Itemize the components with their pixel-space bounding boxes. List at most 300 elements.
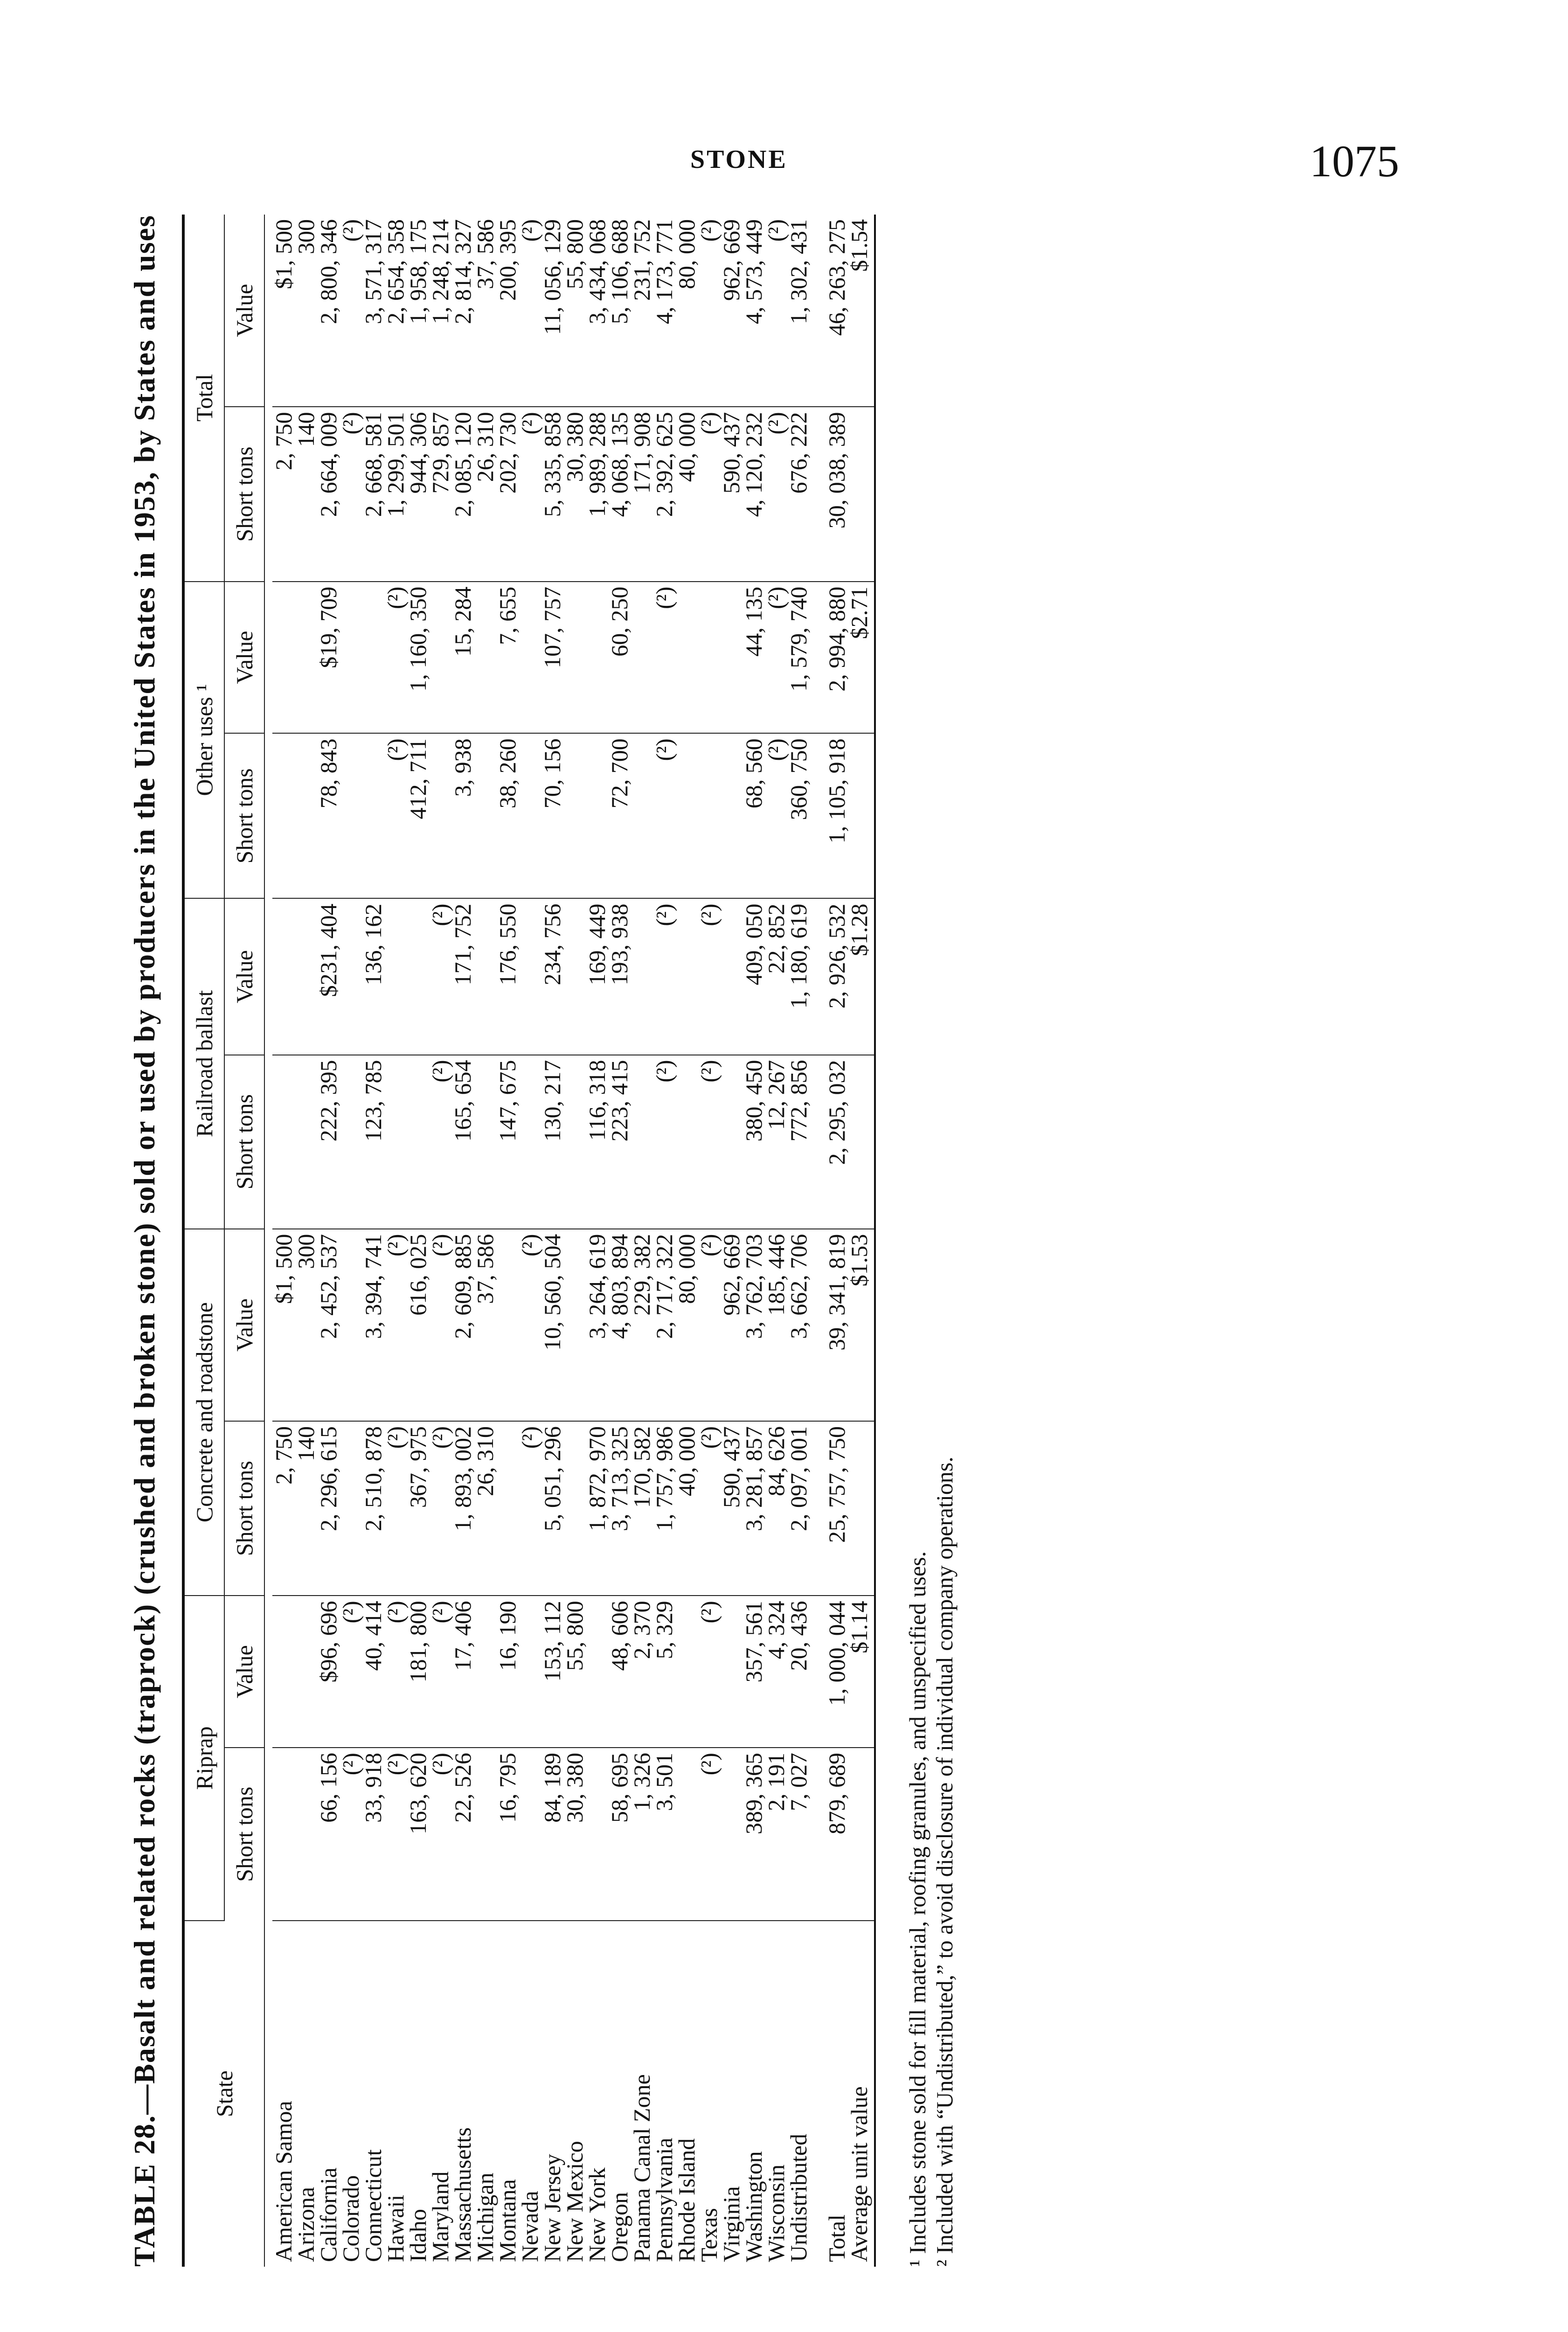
value-cell (720, 582, 742, 734)
value-cell: 20, 436 (787, 1596, 810, 1748)
value-cell: 2, 654, 358 (384, 215, 407, 407)
tons-cell: 66, 156 (317, 1748, 340, 1920)
value-cell: $231, 404 (317, 898, 340, 1055)
tons-cell (848, 1421, 875, 1596)
value-cell (362, 582, 384, 734)
tons-cell: (²) (429, 1055, 451, 1229)
table-row (631, 215, 653, 2267)
state-header: State (183, 1921, 264, 2267)
value-cell: (²) (429, 898, 451, 1055)
tons-cell (496, 1421, 519, 1596)
tons-cell: 590, 437 (720, 407, 742, 581)
value-cell (496, 1229, 519, 1421)
tons-cell: 30, 380 (563, 407, 586, 581)
tons-cell (586, 733, 608, 898)
tons-cell: 2, 510, 878 (362, 1421, 384, 1596)
value-cell: (²) (765, 215, 787, 407)
tons-cell: 30, 380 (563, 1748, 586, 1920)
tons-cell: 38, 260 (496, 733, 519, 898)
tons-cell: 84, 626 (765, 1421, 787, 1596)
footnote-2: ² Included with “Undistributed,” to avoid disclosure of individual company operations. (931, 1457, 957, 2267)
value-cell: (²) (653, 898, 675, 1055)
state-cell: Undistributed (785, 2134, 812, 2262)
value-cell: 2, 370 (631, 1596, 653, 1748)
value-cell: 234, 756 (541, 898, 563, 1055)
sub-header-value: Value (224, 1229, 264, 1421)
value-cell (272, 582, 295, 734)
value-cell (720, 898, 742, 1055)
table-row (474, 215, 496, 2267)
tons-cell: 729, 857 (429, 407, 451, 581)
value-cell: 3, 434, 068 (586, 215, 608, 407)
value-cell: 4, 573, 449 (742, 215, 765, 407)
value-cell: $1.14 (848, 1596, 875, 1748)
tons-cell: 163, 620 (407, 1748, 429, 1920)
tons-cell: 1, 893, 002 (451, 1421, 474, 1596)
value-cell (519, 898, 541, 1055)
state-cell: New Jersey (539, 2154, 565, 2262)
value-cell: 136, 162 (362, 898, 384, 1055)
state-cell: Panama Canal Zone (629, 2074, 655, 2262)
table-row (653, 215, 675, 2267)
value-cell: 2, 717, 322 (653, 1229, 675, 1421)
value-cell: 3, 394, 741 (362, 1229, 384, 1421)
tons-cell (519, 1055, 541, 1229)
value-cell: 229, 382 (631, 1229, 653, 1421)
table-row (586, 215, 608, 2267)
state-cell: Maryland (427, 2171, 453, 2262)
value-cell: 107, 757 (541, 582, 563, 734)
value-cell: 1, 160, 350 (407, 582, 429, 734)
tons-cell: (²) (653, 733, 675, 898)
tons-cell: 3, 713, 325 (608, 1421, 631, 1596)
value-cell: 153, 112 (541, 1596, 563, 1748)
value-cell: 1, 302, 431 (787, 215, 810, 407)
tons-cell (295, 733, 317, 898)
tons-cell: 123, 785 (362, 1055, 384, 1229)
value-cell (340, 582, 362, 734)
tons-cell: 389, 365 (742, 1748, 765, 1920)
tons-cell: (²) (698, 407, 720, 581)
value-cell: (²) (384, 1229, 407, 1421)
value-cell: $19, 709 (317, 582, 340, 734)
tons-cell (272, 1748, 295, 1920)
value-cell: 176, 550 (496, 898, 519, 1055)
tons-cell (295, 1748, 317, 1920)
state-cell: Hawaii (382, 2194, 409, 2262)
tons-cell: (²) (519, 407, 541, 581)
value-cell: 300 (295, 215, 317, 407)
tons-cell (563, 1055, 586, 1229)
tons-cell: 147, 675 (496, 1055, 519, 1229)
tons-cell (848, 1748, 875, 1920)
value-cell: (²) (653, 582, 675, 734)
tons-cell: 68, 560 (742, 733, 765, 898)
tons-cell (474, 733, 496, 898)
value-cell: (²) (429, 1229, 451, 1421)
value-cell: 80, 000 (675, 1229, 698, 1421)
value-cell: 2, 814, 327 (451, 215, 474, 407)
value-cell: 3, 662, 706 (787, 1229, 810, 1421)
tons-cell: 2, 097, 001 (787, 1421, 810, 1596)
state-cell: Colorado (338, 2175, 364, 2262)
value-cell (586, 1596, 608, 1748)
tons-cell: 1, 299, 501 (384, 407, 407, 581)
value-cell: 10, 560, 504 (541, 1229, 563, 1421)
tons-cell (362, 733, 384, 898)
tons-cell: 360, 750 (787, 733, 810, 898)
state-cell: Montana (494, 2179, 520, 2262)
state-cell: Average unit value (848, 1921, 875, 2267)
tons-cell: (²) (765, 407, 787, 581)
tons-cell: 202, 730 (496, 407, 519, 581)
state-cell: Washington (741, 2151, 767, 2262)
value-cell (563, 898, 586, 1055)
table-row (563, 215, 586, 2267)
tons-cell (675, 733, 698, 898)
value-cell: (²) (340, 215, 362, 407)
value-cell: 200, 395 (496, 215, 519, 407)
value-cell: (²) (384, 1596, 407, 1748)
sub-header-value: Value (224, 1596, 264, 1748)
state-cell: Total (824, 2214, 850, 2262)
sub-header-tons: Short tons (224, 1055, 264, 1229)
sub-header-value: Value (224, 898, 264, 1055)
value-cell (407, 898, 429, 1055)
table-row (720, 215, 742, 2267)
table-row (407, 215, 429, 2267)
table-row (429, 215, 451, 2267)
tons-cell (631, 1055, 653, 1229)
value-cell (720, 1596, 742, 1748)
value-cell (295, 898, 317, 1055)
tons-cell (675, 1748, 698, 1920)
value-cell (631, 898, 653, 1055)
tons-cell: (²) (765, 733, 787, 898)
tons-cell (474, 1748, 496, 1920)
value-cell: $2.71 (848, 582, 875, 734)
state-cell: Connecticut (360, 2149, 386, 2262)
tons-cell: (²) (698, 1055, 720, 1229)
state-cell: Wisconsin (763, 2164, 789, 2262)
value-cell: 1, 958, 175 (407, 215, 429, 407)
tons-cell: 2, 296, 615 (317, 1421, 340, 1596)
tons-cell: 5, 335, 858 (541, 407, 563, 581)
sub-header-tons: Short tons (224, 1421, 264, 1596)
tons-cell: (²) (340, 407, 362, 581)
value-cell: $1.28 (848, 898, 875, 1055)
tons-cell: (²) (429, 1748, 451, 1920)
tons-cell: 16, 795 (496, 1748, 519, 1920)
value-cell: (²) (765, 582, 787, 734)
value-cell: 4, 324 (765, 1596, 787, 1748)
group-header-other: Other uses ¹ (183, 582, 224, 899)
value-cell: 3, 264, 619 (586, 1229, 608, 1421)
value-cell: 181, 800 (407, 1596, 429, 1748)
value-cell: 22, 852 (765, 898, 787, 1055)
value-cell (295, 582, 317, 734)
header-row-groups (183, 215, 224, 2267)
table-row (787, 215, 810, 2267)
tons-cell: (²) (429, 1421, 451, 1596)
tons-cell: 2, 750 (272, 1421, 295, 1596)
tons-cell: 84, 189 (541, 1748, 563, 1920)
tons-cell: (²) (698, 1421, 720, 1596)
tons-cell: 40, 000 (675, 407, 698, 581)
value-cell: (²) (519, 215, 541, 407)
value-cell: (²) (384, 582, 407, 734)
value-cell (675, 582, 698, 734)
tons-cell: 2, 295, 032 (810, 1055, 848, 1229)
value-cell: (²) (340, 1596, 362, 1748)
value-cell: (²) (698, 1229, 720, 1421)
tons-cell: 170, 582 (631, 1421, 653, 1596)
value-cell: 4, 173, 771 (653, 215, 675, 407)
table-row (451, 215, 474, 2267)
tons-cell: 130, 217 (541, 1055, 563, 1229)
value-cell: 60, 250 (608, 582, 631, 734)
value-cell: 16, 190 (496, 1596, 519, 1748)
value-cell: 55, 800 (563, 215, 586, 407)
value-cell (272, 1596, 295, 1748)
tons-cell: 1, 989, 288 (586, 407, 608, 581)
value-cell: 37, 586 (474, 215, 496, 407)
value-cell: $96, 696 (317, 1596, 340, 1748)
value-cell: 39, 341, 819 (810, 1229, 848, 1421)
state-cell: Idaho (405, 2209, 431, 2262)
tons-cell (586, 1748, 608, 1920)
tons-cell: 4, 120, 232 (742, 407, 765, 581)
tons-cell: 70, 156 (541, 733, 563, 898)
tons-cell (848, 407, 875, 581)
value-cell (519, 582, 541, 734)
tons-cell (563, 733, 586, 898)
tons-cell: 2, 750 (272, 407, 295, 581)
tons-cell: 1, 105, 918 (810, 733, 848, 898)
tons-cell (384, 1055, 407, 1229)
footnote-1: ¹ Includes stone sold for fill material, roofing granules, and unspecified uses. (904, 1551, 930, 2267)
rotated-table-block (126, 215, 1339, 2267)
group-header-concrete: Concrete and roadstone (183, 1229, 224, 1596)
tons-cell: 171, 908 (631, 407, 653, 581)
tons-cell (340, 1421, 362, 1596)
value-cell: 48, 606 (608, 1596, 631, 1748)
tons-cell: 33, 918 (362, 1748, 384, 1920)
table-row (519, 215, 541, 2267)
group-header-riprap: Riprap (183, 1596, 224, 1920)
table-row (340, 215, 362, 2267)
state-cell: New York (584, 2167, 610, 2262)
tons-cell: 412, 711 (407, 733, 429, 898)
tons-cell (519, 1748, 541, 1920)
tons-cell (848, 733, 875, 898)
value-cell: 40, 414 (362, 1596, 384, 1748)
state-cell: Massachusetts (450, 2127, 476, 2262)
tons-cell: 3, 938 (451, 733, 474, 898)
value-cell: 7, 655 (496, 582, 519, 734)
value-cell: 2, 609, 885 (451, 1229, 474, 1421)
tons-cell: 223, 415 (608, 1055, 631, 1229)
tons-cell (519, 733, 541, 898)
value-cell: 3, 571, 317 (362, 215, 384, 407)
tons-cell (848, 1055, 875, 1229)
value-cell: 1, 000, 044 (810, 1596, 848, 1748)
sub-header-tons: Short tons (224, 407, 264, 581)
footnotes (904, 215, 958, 2267)
value-cell: 44, 135 (742, 582, 765, 734)
tons-cell: 40, 000 (675, 1421, 698, 1596)
value-cell (295, 1596, 317, 1748)
tons-cell: 140 (295, 1421, 317, 1596)
value-cell: 962, 669 (720, 215, 742, 407)
tons-cell (474, 1055, 496, 1229)
table-row (765, 215, 787, 2267)
table-row (848, 215, 875, 2267)
tons-cell: 590, 437 (720, 1421, 742, 1596)
value-cell: 300 (295, 1229, 317, 1421)
value-cell (698, 582, 720, 734)
table-caption (126, 215, 163, 2267)
value-cell (474, 898, 496, 1055)
data-table (182, 215, 876, 2267)
tons-cell: 2, 668, 581 (362, 407, 384, 581)
value-cell (563, 582, 586, 734)
running-title: STONE (690, 145, 788, 174)
value-cell: 11, 056, 129 (541, 215, 563, 407)
tons-cell: 2, 392, 625 (653, 407, 675, 581)
value-cell (519, 1596, 541, 1748)
state-cell: Nevada (517, 2191, 543, 2262)
tons-cell: (²) (698, 1748, 720, 1920)
tons-cell (407, 1055, 429, 1229)
tons-cell: 7, 027 (787, 1748, 810, 1920)
tons-cell (429, 733, 451, 898)
value-cell (631, 582, 653, 734)
tons-cell: 5, 051, 296 (541, 1421, 563, 1596)
value-cell: 1, 579, 740 (787, 582, 810, 734)
value-cell: 1, 180, 619 (787, 898, 810, 1055)
value-cell: 80, 000 (675, 215, 698, 407)
state-cell: Arizona (293, 2186, 319, 2262)
value-cell: 357, 561 (742, 1596, 765, 1748)
state-cell: Oregon (606, 2192, 632, 2262)
tons-cell: 58, 695 (608, 1748, 631, 1920)
value-cell: 2, 994, 880 (810, 582, 848, 734)
tons-cell: 140 (295, 407, 317, 581)
value-cell: 409, 050 (742, 898, 765, 1055)
value-cell: 231, 752 (631, 215, 653, 407)
tons-cell: 4, 068, 135 (608, 407, 631, 581)
state-cell: Texas (696, 2208, 722, 2262)
tons-cell: 12, 267 (765, 1055, 787, 1229)
group-header-railroad: Railroad ballast (183, 898, 224, 1228)
sub-header-value: Value (224, 215, 264, 407)
value-cell: (²) (429, 1596, 451, 1748)
tons-cell (698, 733, 720, 898)
table-row (496, 215, 519, 2267)
value-cell (272, 898, 295, 1055)
value-cell: $1, 500 (272, 215, 295, 407)
state-cell: American Samoa (271, 2101, 297, 2262)
running-head (690, 135, 1399, 191)
tons-cell (631, 733, 653, 898)
value-cell: 2, 800, 346 (317, 215, 340, 407)
state-cell: New Mexico (562, 2141, 588, 2262)
tons-cell: 30, 038, 389 (810, 407, 848, 581)
tons-cell: 1, 872, 970 (586, 1421, 608, 1596)
value-cell: 55, 800 (563, 1596, 586, 1748)
value-cell: (²) (698, 215, 720, 407)
tons-cell: 72, 700 (608, 733, 631, 898)
value-cell (586, 582, 608, 734)
table-caption-text: TABLE 28.—Basalt and related rocks (traprock) (crushed and broken stone) sold or used by producers in the United States in 1953, by States and uses (128, 215, 161, 2267)
tons-cell: 879, 689 (810, 1748, 848, 1920)
tons-cell (272, 733, 295, 898)
value-cell: 169, 449 (586, 898, 608, 1055)
value-cell: 3, 762, 703 (742, 1229, 765, 1421)
value-cell: $1.53 (848, 1229, 875, 1421)
tons-cell: (²) (384, 1748, 407, 1920)
table-row (362, 215, 384, 2267)
value-cell (340, 1229, 362, 1421)
value-cell: 37, 586 (474, 1229, 496, 1421)
tons-cell: 165, 654 (451, 1055, 474, 1229)
tons-cell: 1, 757, 986 (653, 1421, 675, 1596)
sub-header-value: Value (224, 582, 264, 734)
tons-cell: 25, 757, 750 (810, 1421, 848, 1596)
tons-cell: 2, 664, 009 (317, 407, 340, 581)
state-cell: Pennsylvania (651, 2138, 677, 2262)
tons-cell: 222, 395 (317, 1055, 340, 1229)
value-cell: 17, 406 (451, 1596, 474, 1748)
tons-cell: 26, 310 (474, 407, 496, 581)
value-cell: (²) (519, 1229, 541, 1421)
value-cell: 15, 284 (451, 582, 474, 734)
tons-cell: (²) (384, 733, 407, 898)
table-row (541, 215, 563, 2267)
value-cell: 5, 106, 688 (608, 215, 631, 407)
value-cell: 5, 329 (653, 1596, 675, 1748)
sub-header-tons: Short tons (224, 733, 264, 898)
tons-cell: (²) (340, 1748, 362, 1920)
value-cell: (²) (698, 898, 720, 1055)
tons-cell: (²) (519, 1421, 541, 1596)
tons-cell: 676, 222 (787, 407, 810, 581)
value-cell: 2, 452, 537 (317, 1229, 340, 1421)
value-cell: 2, 926, 532 (810, 898, 848, 1055)
value-cell: 185, 446 (765, 1229, 787, 1421)
table-body (264, 215, 875, 2267)
table-row (608, 215, 631, 2267)
tons-cell: 772, 856 (787, 1055, 810, 1229)
tons-cell: 380, 450 (742, 1055, 765, 1229)
tons-cell (563, 1421, 586, 1596)
tons-cell: 944, 306 (407, 407, 429, 581)
value-cell: 1, 248, 214 (429, 215, 451, 407)
table-row (698, 215, 720, 2267)
sub-header-tons: Short tons (224, 1748, 264, 1920)
state-cell: Rhode Island (673, 2138, 700, 2262)
value-cell: 616, 025 (407, 1229, 429, 1421)
tons-cell (675, 1055, 698, 1229)
tons-cell: 78, 843 (317, 733, 340, 898)
tons-cell (340, 733, 362, 898)
tons-cell: 26, 310 (474, 1421, 496, 1596)
tons-cell: 2, 085, 120 (451, 407, 474, 581)
tons-cell (272, 1055, 295, 1229)
value-cell (340, 898, 362, 1055)
tons-cell (720, 1748, 742, 1920)
